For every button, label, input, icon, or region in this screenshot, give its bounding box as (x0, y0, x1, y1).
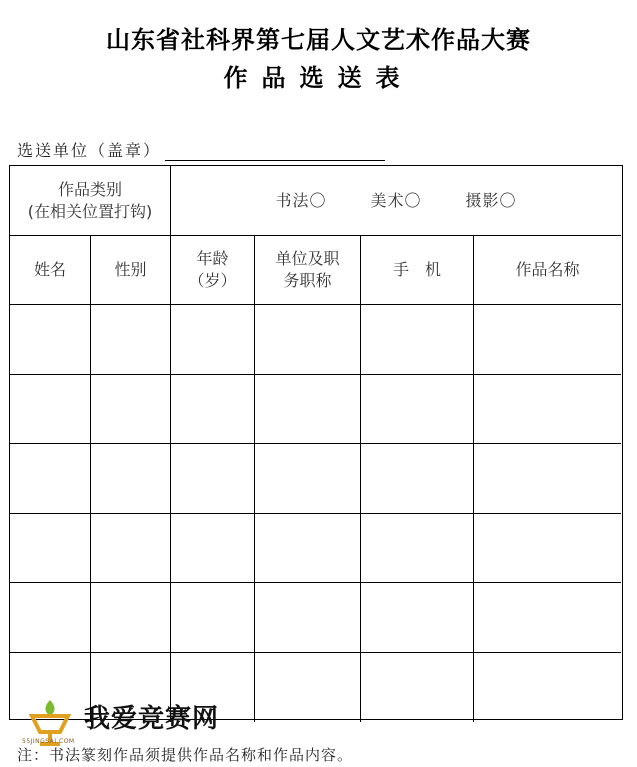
entry-cell-age (171, 305, 255, 375)
entry-cell-gender (91, 305, 171, 375)
header-position-text-2: 务职称 (283, 271, 332, 290)
entry-cell-name (10, 444, 91, 514)
header-position (255, 236, 361, 305)
header-work-title (474, 236, 621, 305)
entry-cell-work-title (474, 653, 621, 723)
header-gender (91, 236, 171, 305)
entry-cell-work-title (474, 444, 621, 514)
header-name-text: 姓名 (33, 260, 66, 279)
entry-cell-position (255, 375, 361, 445)
entry-cell-name (10, 375, 91, 445)
entry-cell-age (171, 444, 255, 514)
unit-label: 选送单位（盖章） (17, 141, 162, 160)
watermark-text: 我爱竞赛网 (84, 704, 220, 734)
entry-cell-phone (361, 583, 474, 653)
entry-cell-age (171, 375, 255, 445)
category-label-cell (10, 166, 171, 236)
option-fine-art: 美术〇 (370, 190, 422, 210)
entry-cell-name (10, 514, 91, 584)
entry-cell-work-title (474, 375, 621, 445)
entry-cell-phone (361, 653, 474, 723)
unit-field (17, 138, 385, 161)
entry-cell-gender (91, 444, 171, 514)
entry-cell-gender (91, 514, 171, 584)
header-position-text-1: 单位及职 (275, 249, 340, 268)
header-age-unit: （岁） (188, 271, 237, 290)
entry-cell-phone (361, 305, 474, 375)
category-hint: (在相关位置打钩) (27, 201, 153, 221)
header-phone (361, 236, 474, 305)
entry-cell-gender (91, 375, 171, 445)
header-age-text: 年龄 (196, 249, 229, 268)
header-name (10, 236, 91, 305)
entry-cell-work-title (474, 305, 621, 375)
entry-cell-gender (91, 583, 171, 653)
entry-cell-position (255, 583, 361, 653)
category-options-cell (171, 166, 621, 236)
entry-cell-work-title (474, 583, 621, 653)
footer-note: 注：书法篆刻作品须提供作品名称和作品内容。 (17, 746, 354, 764)
header-gender-text: 性别 (114, 260, 147, 279)
entry-cell-position (255, 514, 361, 584)
document-subtitle: 作品选送表 (223, 63, 414, 92)
header-work-title-text: 作品名称 (515, 260, 580, 279)
option-photography: 摄影〇 (465, 190, 517, 210)
option-calligraphy: 书法〇 (275, 190, 327, 210)
entry-cell-phone (361, 375, 474, 445)
header-phone-text: 手 机 (392, 260, 441, 279)
watermark-url: 55JINGSAI.COM (22, 738, 75, 745)
entry-cell-phone (361, 514, 474, 584)
document-title: 山东省社科界第七届人文艺术作品大赛 (106, 25, 531, 54)
entry-cell-position (255, 305, 361, 375)
category-label: 作品类别 (57, 179, 122, 199)
entry-cell-work-title (474, 514, 621, 584)
unit-blank-line (165, 140, 385, 161)
entry-cell-phone (361, 444, 474, 514)
entry-cell-position (255, 444, 361, 514)
entry-cell-position (255, 653, 361, 723)
submission-table (9, 165, 623, 720)
entry-cell-name (10, 305, 91, 375)
header-age (171, 236, 255, 305)
entry-cell-age (171, 583, 255, 653)
entry-cell-age (171, 514, 255, 584)
entry-cell-name (10, 583, 91, 653)
